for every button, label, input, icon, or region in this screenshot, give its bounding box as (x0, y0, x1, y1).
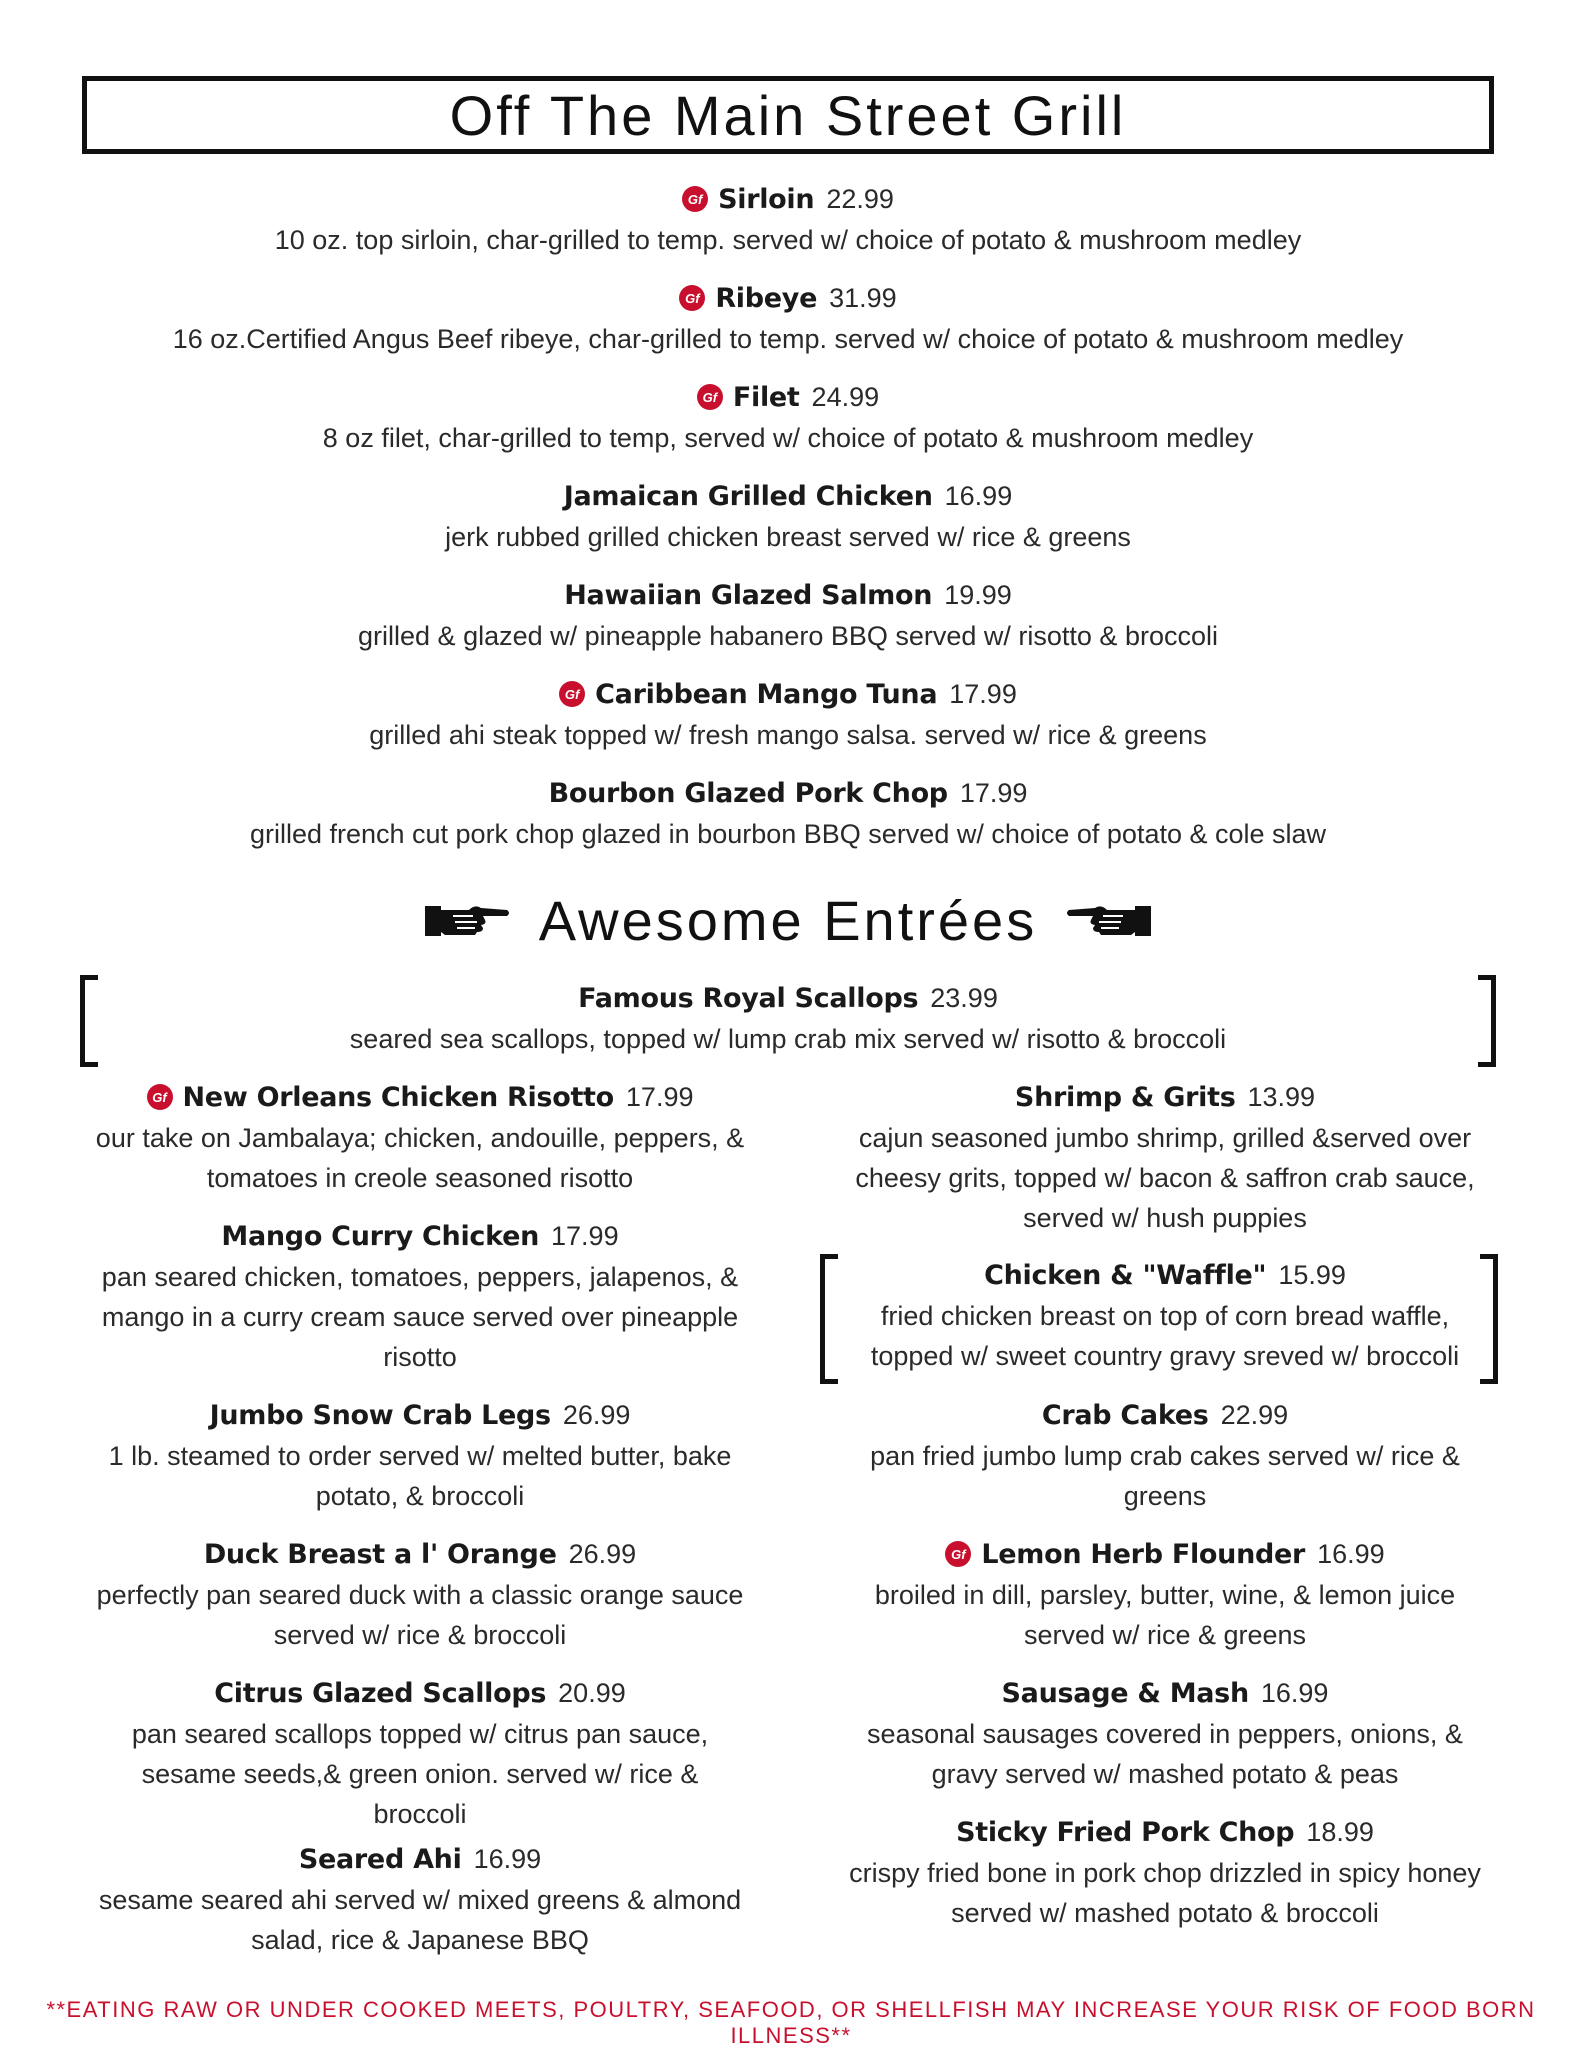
menu-item-price: 13.99 (1247, 1081, 1316, 1112)
menu-item-header (90, 1076, 750, 1118)
menu-item-description: grilled ahi steak topped w/ fresh mango salsa. served w/ rice & greens (369, 720, 1207, 750)
menu-item-header (835, 1672, 1495, 1714)
menu-item-header (90, 1394, 750, 1436)
menu-item-price: 16.99 (1260, 1677, 1329, 1708)
menu-item-header (835, 1254, 1495, 1296)
menu-item (82, 475, 1494, 557)
menu-item-description: served w/ mashed potato & broccoli (951, 1898, 1379, 1928)
menu-item (82, 277, 1494, 359)
menu-item (90, 1838, 750, 1960)
menu-item-name: Sticky Fried Pork Chop (956, 1816, 1295, 1848)
menu-item-price: 16.99 (944, 480, 1013, 511)
menu-item-name: Seared Ahi (298, 1843, 462, 1875)
menu-item-description: cajun seasoned jumbo shrimp, grilled &served over (858, 1123, 1472, 1153)
gluten-free-badge-icon: Gf (679, 285, 705, 311)
menu-item-name: Caribbean Mango Tuna (595, 678, 938, 710)
menu-item-header (835, 1076, 1495, 1118)
menu-item-price: 17.99 (949, 678, 1017, 709)
menu-item-header (82, 574, 1494, 616)
menu-item-price: 24.99 (811, 381, 880, 412)
menu-item-description: mango in a curry cream sauce served over pineapple (101, 1302, 739, 1332)
menu-item-header (90, 1215, 750, 1257)
menu-item-price: 17.99 (959, 777, 1028, 808)
menu-item-description: cheesy grits, topped w/ bacon & saffron crab sauce, (855, 1163, 1475, 1193)
menu-item-description: broiled in dill, parsley, butter, wine, & lemon juice (874, 1580, 1456, 1610)
menu-item-description: risotto (383, 1342, 457, 1372)
menu-item-description: grilled french cut pork chop glazed in bourbon BBQ served w/ choice of potato & cole slaw (249, 819, 1327, 849)
menu-title-box (82, 76, 1494, 154)
menu-item-name: Filet (732, 381, 800, 413)
menu-item (82, 574, 1494, 656)
menu-item-header (835, 1533, 1495, 1575)
menu-item (90, 1394, 750, 1516)
menu-item (835, 1254, 1495, 1376)
menu-item-description: our take on Jambalaya; chicken, andouille, peppers, & (95, 1123, 745, 1153)
menu-item (90, 1533, 750, 1655)
menu-item-description: grilled & glazed w/ pineapple habanero BBQ served w/ risotto & broccoli (358, 621, 1218, 651)
menu-item-name: Lemon Herb Flounder (981, 1538, 1306, 1570)
menu-item-name: Ribeye (715, 282, 818, 314)
menu-item-price: 26.99 (568, 1538, 637, 1569)
menu-item-name: New Orleans Chicken Risotto (182, 1081, 614, 1113)
menu-item-price: 19.99 (944, 579, 1012, 610)
menu-item-header (835, 1811, 1495, 1853)
menu-item (82, 376, 1494, 458)
menu-item (82, 178, 1494, 260)
menu-item (835, 1672, 1495, 1794)
menu-item-description: broccoli (373, 1799, 467, 1829)
menu-item-header (90, 1838, 750, 1880)
menu-item (835, 1811, 1495, 1933)
menu-item-price: 23.99 (930, 982, 998, 1013)
gluten-free-badge-icon: Gf (945, 1541, 971, 1567)
menu-item-name: Jumbo Snow Crab Legs (209, 1399, 551, 1431)
menu-item-name: Crab Cakes (1041, 1399, 1209, 1431)
menu-item-description: served w/ rice & broccoli (273, 1620, 567, 1650)
menu-item (90, 1672, 750, 1834)
menu-item-description: fried chicken breast on top of corn bread waffle, (880, 1301, 1450, 1331)
menu-item-name: Hawaiian Glazed Salmon (564, 579, 933, 611)
menu-item-description: jerk rubbed grilled chicken breast served w/ rice & greens (445, 522, 1131, 552)
menu-item-price: 22.99 (1220, 1399, 1289, 1430)
menu-item-description: sesame seeds,& green onion. served w/ rice & (141, 1759, 699, 1789)
menu-item-name: Duck Breast a l' Orange (203, 1538, 557, 1570)
menu-item (82, 772, 1494, 854)
menu-item-header (82, 178, 1494, 220)
menu-item (835, 1533, 1495, 1655)
menu-item-name: Citrus Glazed Scallops (214, 1677, 547, 1709)
menu-item-header (835, 1394, 1495, 1436)
menu-item-description: seasonal sausages covered in peppers, onions, & (867, 1719, 1463, 1749)
menu-item-description: perfectly pan seared duck with a classic orange sauce (96, 1580, 744, 1610)
gluten-free-badge-icon: Gf (697, 384, 723, 410)
menu-item-description: pan seared chicken, tomatoes, peppers, jalapenos, & (101, 1262, 739, 1292)
menu-item-header (90, 1533, 750, 1575)
menu-item-price: 22.99 (826, 183, 894, 214)
menu-item-description: served w/ hush puppies (1023, 1203, 1307, 1233)
menu-item-price: 18.99 (1306, 1816, 1374, 1847)
menu-item (90, 1215, 750, 1377)
menu-item-price: 15.99 (1278, 1259, 1346, 1290)
menu-item-name: Sirloin (718, 183, 815, 215)
menu-item-description: pan seared scallops topped w/ citrus pan sauce, (131, 1719, 709, 1749)
menu-item-price: 16.99 (1317, 1538, 1385, 1569)
menu-item-description: salad, rice & Japanese BBQ (251, 1925, 589, 1955)
menu-item-description: gravy served w/ mashed potato & peas (931, 1759, 1399, 1789)
menu-item (82, 977, 1494, 1059)
menu-item-name: Jamaican Grilled Chicken (563, 480, 933, 512)
menu-item-description: potato, & broccoli (315, 1481, 525, 1511)
gluten-free-badge-icon: Gf (559, 681, 585, 707)
gluten-free-badge-icon: Gf (147, 1084, 173, 1110)
menu-item-name: Chicken & "Waffle" (984, 1259, 1267, 1291)
menu-item-description: served w/ rice & greens (1023, 1620, 1307, 1650)
menu-item-price: 16.99 (473, 1843, 542, 1874)
menu-item-description: topped w/ sweet country gravy sreved w/ broccoli (870, 1341, 1460, 1371)
menu-item-price: 20.99 (558, 1677, 626, 1708)
entrees-title: Awesome Entrées (538, 888, 1038, 952)
menu-item-header (90, 1672, 750, 1714)
menu-item-header (82, 475, 1494, 517)
menu-item-header (82, 277, 1494, 319)
menu-item-price: 31.99 (829, 282, 897, 313)
pointing-hand-right-icon (423, 900, 511, 940)
menu-item-name: Bourbon Glazed Pork Chop (548, 777, 948, 809)
food-safety-disclaimer: **EATING RAW OR UNDER COOKED MEETS, POULTRY, SEAFOOD, OR SHELLFISH MAY INCREASE YOUR RISK OF FOOD BORN ILLNESS** (46, 1997, 1536, 2048)
gluten-free-badge-icon: Gf (682, 186, 708, 212)
menu-item-description: greens (1123, 1481, 1207, 1511)
menu-item-description: sesame seared ahi served w/ mixed greens & almond (98, 1885, 742, 1915)
menu-item-header (82, 376, 1494, 418)
menu-title: Off The Main Street Grill (449, 83, 1127, 147)
menu-item-description: crispy fried bone in pork chop drizzled in spicy honey (849, 1858, 1481, 1888)
menu-item (835, 1076, 1495, 1238)
menu-item-name: Mango Curry Chicken (221, 1220, 540, 1252)
menu-item (90, 1076, 750, 1198)
menu-item-description: tomatoes in creole seasoned risotto (206, 1163, 634, 1193)
menu-item (835, 1394, 1495, 1516)
menu-item-header (82, 673, 1494, 715)
menu-item-name: Sausage & Mash (1001, 1677, 1249, 1709)
menu-item-price: 17.99 (625, 1081, 694, 1112)
menu-item-description: 8 oz filet, char-grilled to temp, served w/ choice of potato & mushroom medley (322, 423, 1254, 453)
menu-item-description: pan fried jumbo lump crab cakes served w/ rice & (870, 1441, 1460, 1471)
pointing-hand-left-icon (1065, 900, 1153, 940)
menu-item-name: Shrimp & Grits (1014, 1081, 1236, 1113)
menu-item-description: 10 oz. top sirloin, char-grilled to temp. served w/ choice of potato & mushroom medley (274, 225, 1302, 255)
menu-item (82, 673, 1494, 755)
menu-item-price: 26.99 (562, 1399, 631, 1430)
menu-item-name: Famous Royal Scallops (578, 982, 919, 1014)
menu-item-description: 1 lb. steamed to order served w/ melted butter, bake (108, 1441, 732, 1471)
entrees-header (82, 880, 1494, 960)
menu-item-price: 17.99 (551, 1220, 619, 1251)
menu-item-header (82, 772, 1494, 814)
menu-item-description: seared sea scallops, topped w/ lump crab mix served w/ risotto & broccoli (349, 1024, 1227, 1054)
menu-item-header (82, 977, 1494, 1019)
menu-item-description: 16 oz.Certified Angus Beef ribeye, char-grilled to temp. served w/ choice of potato & mushroom medley (172, 324, 1404, 354)
